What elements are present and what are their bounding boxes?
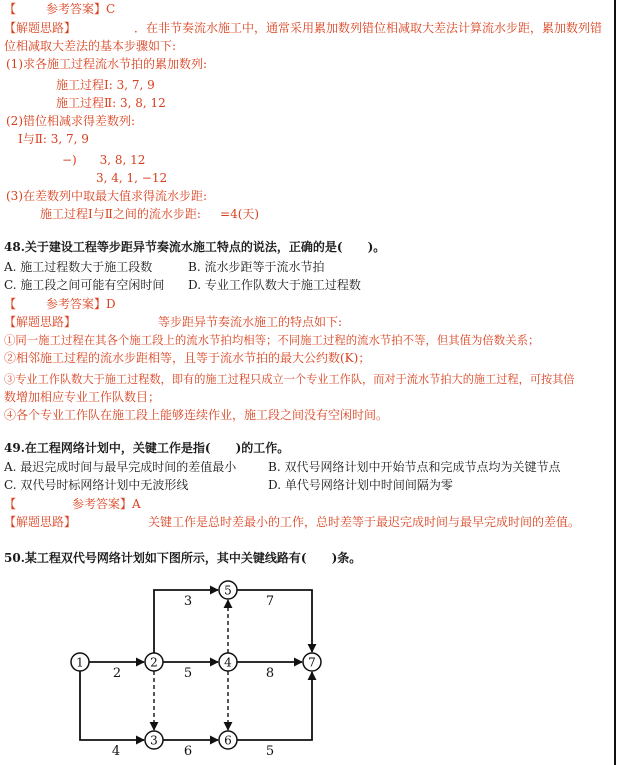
duration-label-1-2: 2	[112, 666, 122, 681]
q48-point3-cont: 数增加相应专业工作队数目；	[4, 390, 161, 404]
activity-arrow-1-3	[80, 671, 144, 740]
q48-option-d: D. 专业工作队数大于施工过程数	[188, 278, 361, 292]
q47-process2: 施工过程Ⅱ: 3, 8, 12	[56, 96, 166, 110]
q48-explain-intro	[4, 315, 342, 330]
network-diagram	[0, 565, 614, 765]
duration-label-3-6: 6	[183, 744, 193, 759]
explain-tag: 【解题思路】	[4, 21, 77, 35]
node-label-6: 6	[224, 733, 232, 748]
node-label-7: 7	[308, 655, 316, 670]
q47-explain-intro	[4, 21, 602, 36]
q49-answer	[4, 497, 141, 512]
q48-point4: ④各个专业工作队在施工段上能够连续作业，施工段之间没有空闲时间。	[4, 408, 389, 422]
answer-value: A	[132, 497, 141, 511]
q48-point2: ②相邻施工过程的流水步距相等，且等于流水节拍的最大公约数(K)；	[4, 351, 371, 365]
q48-option-c: C. 施工段之间可能有空闲时间	[4, 278, 165, 292]
answer-bracket: 【	[4, 497, 17, 511]
q49-option-c: C. 双代号时标网络计划中无波形线	[4, 478, 189, 492]
explain-tag: 【解题思路】	[4, 315, 77, 329]
q47-pair: Ⅰ与Ⅱ: 3, 7, 9	[18, 132, 89, 146]
q49-stem: 49.在工程网络计划中，关键工作是指( )的工作。	[4, 441, 290, 455]
q47-result: 施工过程Ⅰ与Ⅱ之间的流水步距: =4(天)	[40, 207, 260, 221]
answer-label: 参考答案】	[46, 297, 107, 311]
activity-arrow-5-7	[237, 590, 312, 652]
explain-tag: 【解题思路】	[4, 515, 77, 529]
q48-option-b: B. 流水步距等于流水节拍	[188, 260, 325, 274]
node-label-4: 4	[224, 655, 232, 670]
answer-bracket: 【	[4, 2, 17, 16]
node-label-5: 5	[224, 583, 232, 598]
q49-option-b: B. 双代号网络计划中开始节点和完成节点均为关键节点	[268, 460, 561, 474]
duration-label-4-7: 8	[265, 666, 275, 681]
q47-step2: (2)错位相减求得差数列:	[6, 114, 136, 128]
q47-explain-intro-2: 位相减取大差法的基本步骤如下:	[4, 39, 177, 53]
q47-answer	[4, 2, 115, 17]
node-label-3: 3	[150, 733, 158, 748]
q48-stem: 48.关于建设工程等步距异节奏流水施工特点的说法，正确的是( )。	[4, 240, 386, 254]
q49-option-a: A. 最迟完成时间与最早完成时间的差值最小	[4, 460, 237, 474]
answer-label: 参考答案】	[46, 2, 107, 16]
explain-text: ．在非节奏流水施工中，通常采用累加数列错位相减取大差法计算流水步距，累加数列错	[134, 21, 603, 35]
q47-process1: 施工过程Ⅰ: 3, 7, 9	[56, 78, 155, 92]
duration-label-1-3: 4	[111, 744, 121, 759]
duration-label-2-4: 5	[183, 666, 193, 681]
q49-explain	[4, 515, 580, 530]
q48-answer	[4, 297, 116, 312]
q48-option-a: A. 施工过程数大于施工段数	[4, 260, 153, 274]
answer-value: C	[106, 2, 116, 16]
node-label-2: 2	[150, 655, 158, 670]
activity-arrow-6-7	[237, 672, 312, 740]
q47-step3: (3)在差数列中取最大值求得流水步距:	[6, 189, 208, 203]
q47-step1: (1)求各施工过程流水节拍的累加数列:	[6, 57, 208, 71]
duration-label-6-7: 5	[265, 744, 275, 759]
q50-stem: 50.某工程双代号网络计划如下图所示，其中关键线路有( )条。	[4, 551, 362, 565]
q47-diff: 3, 4, 1, −12	[96, 171, 168, 185]
q47-minus: −) 3, 8, 12	[62, 153, 146, 167]
duration-label-5-7: 7	[265, 594, 275, 609]
explain-text: 关键工作是总时差最小的工作，总时差等于最迟完成时间与最早完成时间的差值。	[148, 515, 581, 529]
answer-value: D	[106, 297, 116, 311]
q49-option-d: D. 单代号网络计划中时间间隔为零	[268, 478, 453, 492]
q48-point3: ③专业工作队数大于施工过程数，即有的施工过程只成立一个专业工作队，而对于流水节拍大的施工过程，可按其倍	[4, 373, 575, 386]
explain-text: 等步距异节奏流水施工的特点如下:	[158, 315, 343, 329]
answer-bracket: 【	[4, 297, 17, 311]
q48-point1: ①同一施工过程在其各个施工段上的流水节拍均相等；不同施工过程的流水节拍不等，但其值为倍数关系；	[4, 333, 540, 347]
node-label-1: 1	[76, 655, 84, 670]
duration-label-2-5: 3	[183, 594, 193, 609]
answer-label: 参考答案】	[72, 497, 133, 511]
